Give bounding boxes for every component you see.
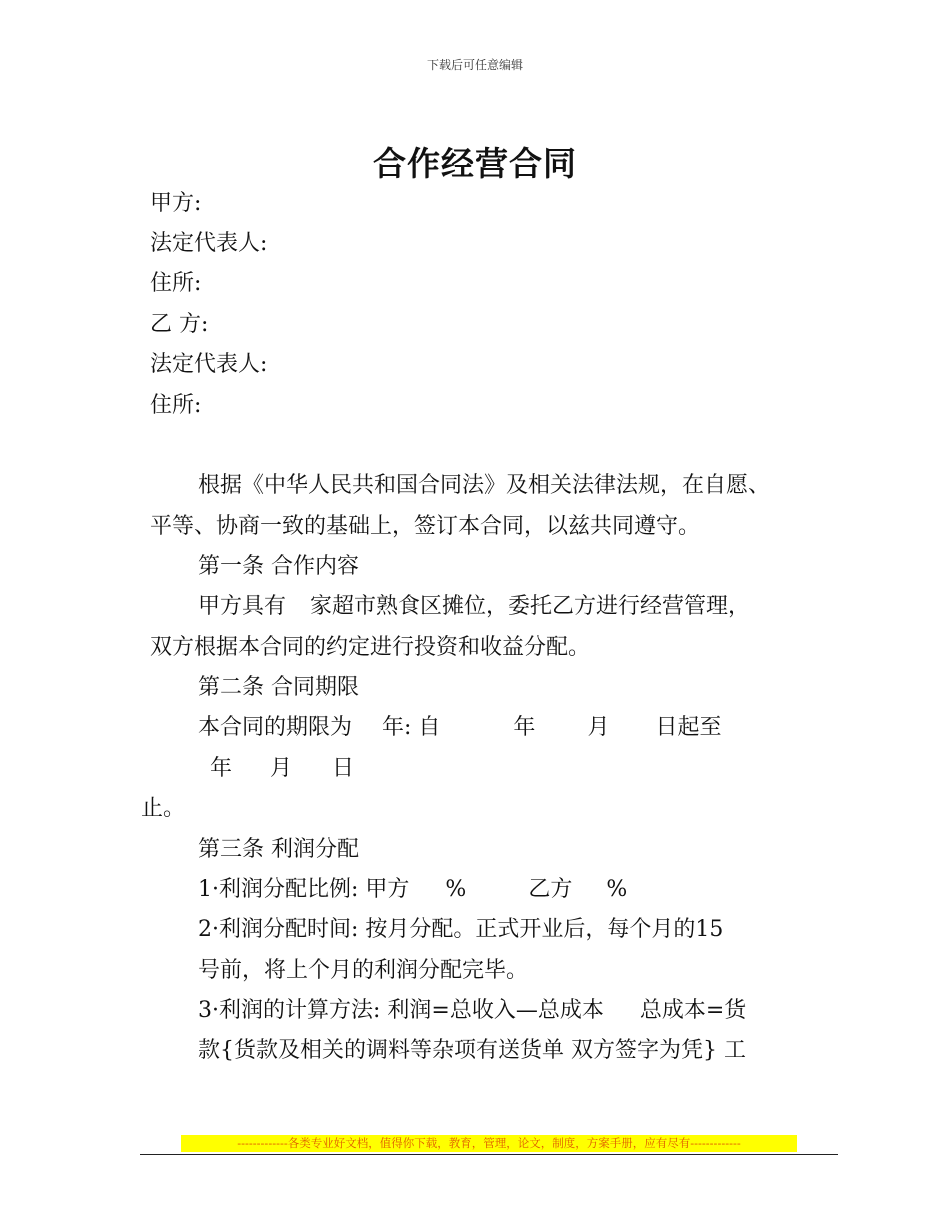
party-b-address-label: 住所: — [150, 393, 202, 418]
article-1-text-b: 家超市熟食区摊位，委托乙方进行经营管理， — [310, 594, 751, 619]
party-b-representative-label: 法定代表人: — [150, 352, 268, 377]
article-1-heading: 第一条 合作内容 — [198, 554, 359, 579]
profit-ratio-line — [198, 874, 627, 906]
preamble-line-2: 平等、协商一致的基础上，签订本合同，以兹共同遵守。 — [150, 514, 701, 539]
party-b-label: 乙 方: — [150, 312, 209, 337]
start-day-label: 日起至 — [655, 715, 722, 740]
total-cost-formula: 总成本=货 — [639, 998, 747, 1023]
term-length-label: 本合同的期限为 — [198, 715, 353, 740]
profit-ratio-party-b: 乙方 — [528, 877, 573, 902]
article-1-line-1 — [198, 591, 750, 623]
party-a-label: 甲方: — [150, 191, 202, 216]
preamble-line-1: 根据《中华人民共和国合同法》及相关法律法规，在自愿、 — [198, 473, 771, 498]
party-a-address-label: 住所: — [150, 271, 202, 296]
end-year-label: 年 — [210, 756, 233, 781]
article-2-heading: 第二条 合同期限 — [198, 675, 359, 700]
profit-calc-line-2: 款{货款及相关的调料等杂项有送货单 双方签字为凭} 工 — [198, 1038, 746, 1063]
article-2-line-2 — [210, 753, 354, 785]
article-2-line-1 — [198, 712, 721, 744]
profit-time-line-2: 号前，将上个月的利润分配完毕。 — [198, 958, 529, 983]
profit-ratio-party-a: 1·利润分配比例: 甲方 — [198, 877, 410, 902]
end-day-label: 日 — [332, 756, 355, 781]
footer-promo-banner: -------------各类专业好文档，值得你下载，教育，管理，论文，制度，方案手册，应有尽有------------- — [181, 1135, 797, 1152]
percent-sign-a: % — [445, 877, 467, 902]
start-month-label: 月 — [587, 715, 610, 740]
profit-calc-line-1 — [198, 995, 746, 1027]
footer-divider — [140, 1154, 838, 1155]
article-1-text-a: 甲方具有 — [198, 594, 287, 619]
article-3-heading: 第三条 利润分配 — [198, 837, 359, 862]
article-2-line-3: 止。 — [141, 796, 186, 821]
header-note: 下载后可任意编辑 — [426, 58, 523, 72]
party-a-representative-label: 法定代表人: — [150, 231, 268, 256]
profit-formula: 3·利润的计算方法: 利润=总收入—总成本 — [198, 998, 604, 1023]
profit-time-line-1: 2·利润分配时间: 按月分配。正式开业后，每个月的15 — [198, 917, 724, 942]
document-title: 合作经营合同 — [373, 144, 577, 183]
end-month-label: 月 — [270, 756, 293, 781]
term-from-label: 年: 自 — [382, 715, 441, 740]
percent-sign-b: % — [606, 877, 628, 902]
start-year-label: 年 — [513, 715, 536, 740]
article-1-line-2: 双方根据本合同的约定进行投资和收益分配。 — [150, 635, 591, 660]
